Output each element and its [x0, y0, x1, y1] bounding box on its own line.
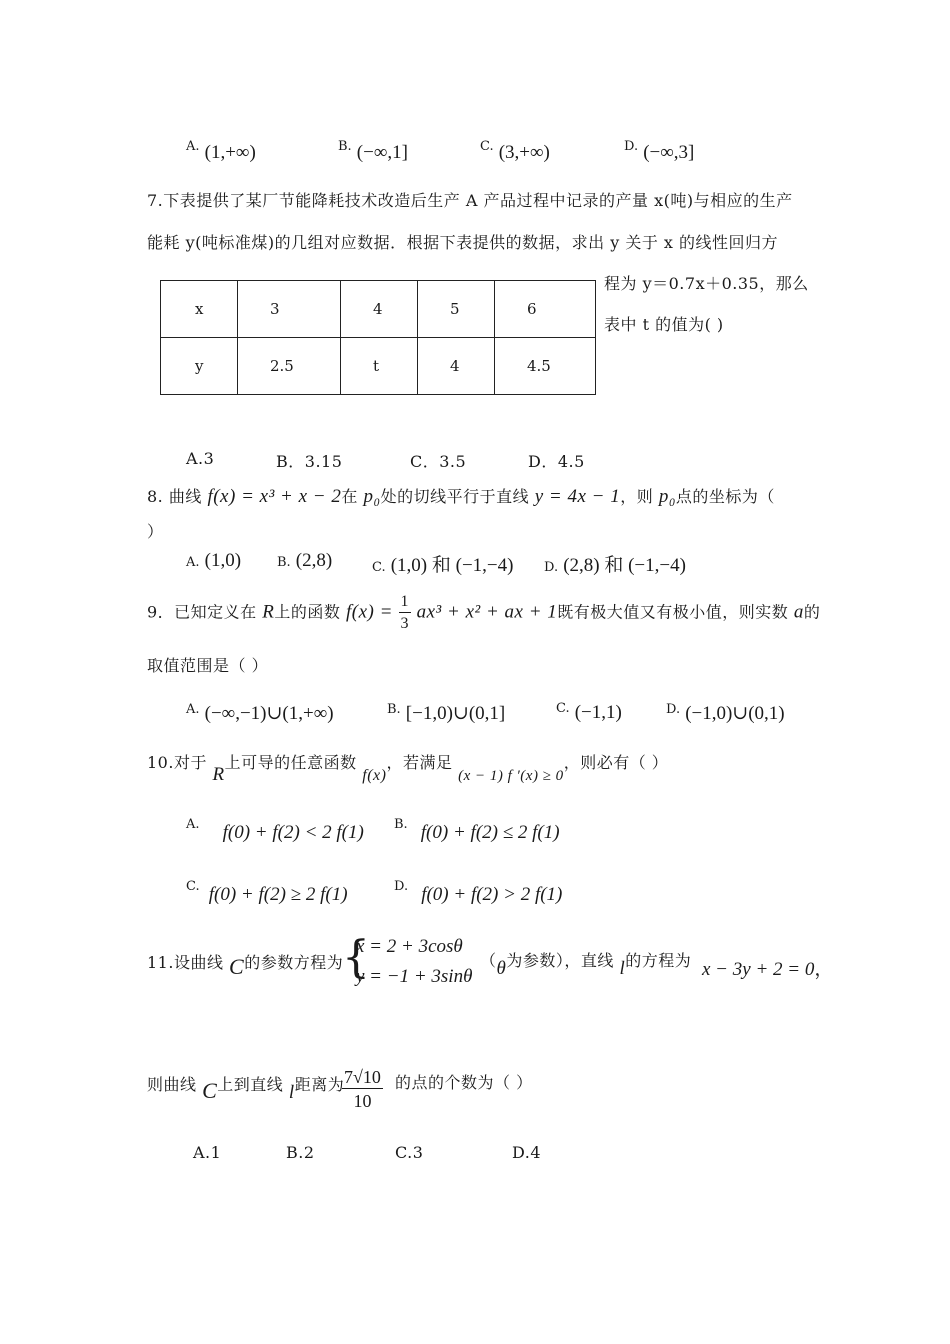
option-value: (−1,0)∪(0,1) [685, 703, 785, 724]
option-value: f(0) + f(2) ≤ 2 f(1) [420, 822, 560, 843]
q10-option-b[interactable] [394, 812, 560, 843]
option-value: (−∞,−1)∪(1,+∞) [204, 703, 334, 724]
q7-line4: 表中 t 的值为( ) [604, 315, 724, 334]
fraction-denominator: 10 [353, 1091, 372, 1111]
option-value: f(0) + f(2) ≥ 2 f(1) [208, 884, 348, 905]
option-letter: A. [186, 139, 200, 154]
q7-data-table [160, 280, 596, 395]
q11-distance-fraction [342, 1068, 383, 1110]
q11-option-d[interactable]: D.4 [512, 1143, 542, 1162]
option-letter: D. [394, 879, 409, 894]
q11-eq1: x = 2 + 3cosθ [356, 936, 463, 957]
q8-close: ） [147, 522, 164, 541]
option-letter: A. [186, 555, 200, 570]
option-letter: B. [277, 555, 291, 570]
option-letter: C. [556, 701, 570, 716]
q10-suffix: ，则必有（ ） [563, 753, 669, 772]
q8-function: f(x) = x³ + x − 2 [207, 486, 342, 507]
q10-option-a[interactable] [186, 812, 364, 843]
q11-l: l [619, 958, 626, 979]
q7-line1: 7.下表提供了某厂节能降耗技术改造后生产 A 产品过程中记录的产量 x(吨)与相应的生产 [147, 191, 793, 210]
q6-option-c[interactable] [480, 134, 550, 163]
table-cell: x [161, 281, 238, 338]
q8-mid3: ，则 [620, 487, 654, 506]
q10-option-d[interactable] [394, 874, 563, 905]
q7-option-b[interactable]: B．3.15 [276, 452, 343, 471]
q9-suffix: 的 [803, 602, 821, 622]
q11-line2-suffix: 的点的个数为（ ） [395, 1073, 533, 1092]
q11-paren-open: （ [480, 951, 497, 970]
q10-R: R [212, 764, 225, 785]
table-cell: 2.5 [238, 338, 341, 395]
q7-option-a[interactable]: A.3 [186, 449, 215, 468]
q11-line2-prefix: 则曲线 [147, 1075, 197, 1094]
q11-theta: θ [496, 958, 507, 979]
q11-comma: ， [814, 959, 834, 980]
q9-fraction [399, 594, 412, 632]
q11-line-eq-text: x − 3y + 2 = 0 [702, 959, 815, 980]
q9-option-b[interactable] [387, 696, 506, 724]
q8-option-d[interactable] [544, 550, 686, 577]
option-letter: B. [387, 702, 401, 717]
q8-stem [147, 484, 775, 508]
table-cell: 5 [418, 281, 495, 338]
option-letter: A. [186, 817, 200, 832]
option-value: (3,+∞) [498, 142, 550, 163]
q11-mid1: 的参数方程为 [244, 953, 344, 972]
q9-prefix: 9．已知定义在 [147, 602, 257, 622]
table-cell: 3 [238, 281, 341, 338]
q8-option-a[interactable] [186, 550, 241, 572]
q10-fx: f(x) [362, 767, 387, 784]
q11-C: C [229, 954, 245, 979]
q7-line3: 程为 y＝0.7x＋0.35，那么 [604, 274, 809, 293]
q8-mid1: 在 [341, 487, 358, 506]
q11-option-c[interactable]: C.3 [395, 1143, 424, 1162]
option-value: (1,0) 和 (−1,−4) [390, 555, 514, 576]
q9-polynomial: ax³ + x² + ax + 1 [416, 601, 558, 623]
option-value: f(0) + f(2) < 2 f(1) [222, 822, 364, 843]
option-letter: B. [338, 139, 352, 154]
q9-option-d[interactable] [666, 696, 785, 724]
q10-condition: (x − 1) f ′(x) ≥ 0 [458, 768, 564, 784]
option-letter: C. [372, 560, 386, 575]
option-value: (−1,1) [574, 702, 622, 723]
q10-mid1: 上可导的任意函数 [224, 753, 357, 772]
q11-line2-mid2: 距离为 [294, 1075, 345, 1094]
q8-prefix: 8. 曲线 [147, 487, 202, 506]
option-letter: D. [544, 560, 559, 575]
option-letter: D. [624, 139, 639, 154]
fraction-denominator: 3 [400, 615, 410, 632]
option-value: (1,+∞) [204, 142, 256, 163]
table-cell: 6 [495, 281, 596, 338]
option-value: (2,8) [295, 550, 333, 571]
table-cell: t [341, 338, 418, 395]
q8-mid2: 处的切线平行于直线 [380, 487, 530, 506]
q9-mid1: 上的函数 [274, 602, 341, 622]
q8-line: y = 4x − 1 [534, 486, 621, 507]
option-letter: D. [666, 702, 681, 717]
option-value: (1,0) [204, 550, 242, 571]
option-value: f(0) + f(2) > 2 f(1) [421, 884, 563, 905]
table-cell: y [161, 338, 238, 395]
q11-C-2: C [202, 1078, 218, 1103]
q11-line2-mid1: 上到直线 [217, 1075, 284, 1094]
option-value: (2,8) 和 (−1,−4) [563, 555, 686, 576]
q11-stem-tail [480, 948, 692, 979]
q8-option-c[interactable] [372, 550, 513, 577]
fraction-numerator: 7√10 [344, 1067, 381, 1087]
q8-point: p₀ [363, 486, 381, 507]
q11-option-b[interactable]: B.2 [286, 1143, 315, 1162]
q7-option-c[interactable]: C．3.5 [410, 452, 467, 471]
q11-prefix-text: 11.设曲线 [147, 953, 224, 972]
q11-brace: { [342, 932, 370, 983]
q8-suffix: 点的坐标为（ [675, 487, 775, 506]
q9-R: R [262, 601, 275, 623]
table-cell: 4 [418, 338, 495, 395]
q11-line-equation [702, 954, 833, 981]
q6-option-a[interactable] [186, 134, 256, 163]
option-letter: B. [394, 817, 408, 832]
fraction-numerator: 1 [399, 594, 412, 613]
q10-mid2: ，若满足 [386, 753, 453, 772]
q11-eq2: y = −1 + 3sinθ [356, 966, 473, 987]
q6-option-d[interactable] [624, 134, 695, 163]
table-cell: 4.5 [495, 338, 596, 395]
q9-fx: f(x) = [346, 601, 393, 623]
q11-prefix [147, 948, 344, 979]
q7-option-d[interactable]: D．4.5 [528, 452, 585, 471]
option-value: (−∞,1] [356, 142, 408, 163]
option-letter: C. [186, 879, 200, 894]
q10-stem [147, 750, 669, 785]
option-letter: C. [480, 139, 494, 154]
q9-option-c[interactable] [556, 696, 622, 723]
q9-option-a[interactable] [186, 696, 334, 724]
q9-mid2: 既有极大值又有极小值，则实数 [557, 602, 789, 622]
q10-option-c[interactable] [186, 874, 348, 905]
q10-prefix: 10.对于 [147, 753, 207, 772]
q6-option-b[interactable] [338, 134, 408, 163]
q11-option-a[interactable]: A.1 [193, 1143, 222, 1162]
q9-stem [147, 594, 820, 632]
q11-l-2: l [288, 1082, 295, 1103]
table-cell: 4 [341, 281, 418, 338]
q8-point-2: p₀ [658, 486, 676, 507]
table-row [161, 281, 596, 338]
q11-line2 [147, 1070, 345, 1103]
q7-line2: 能耗 y(吨标准煤)的几组对应数据．根据下表提供的数据，求出 y 关于 x 的线性回归方 [147, 233, 779, 252]
q9-line2: 取值范围是（ ） [147, 656, 269, 675]
q11-mid2: 为参数），直线 [506, 951, 614, 970]
q9-a: a [793, 601, 804, 623]
option-value: (−∞,3] [643, 142, 695, 163]
q8-option-b[interactable] [277, 550, 332, 572]
table-row [161, 338, 596, 395]
option-value: [−1,0)∪(0,1] [405, 703, 506, 724]
option-letter: A. [186, 702, 200, 717]
q11-mid3: 的方程为 [625, 951, 692, 970]
